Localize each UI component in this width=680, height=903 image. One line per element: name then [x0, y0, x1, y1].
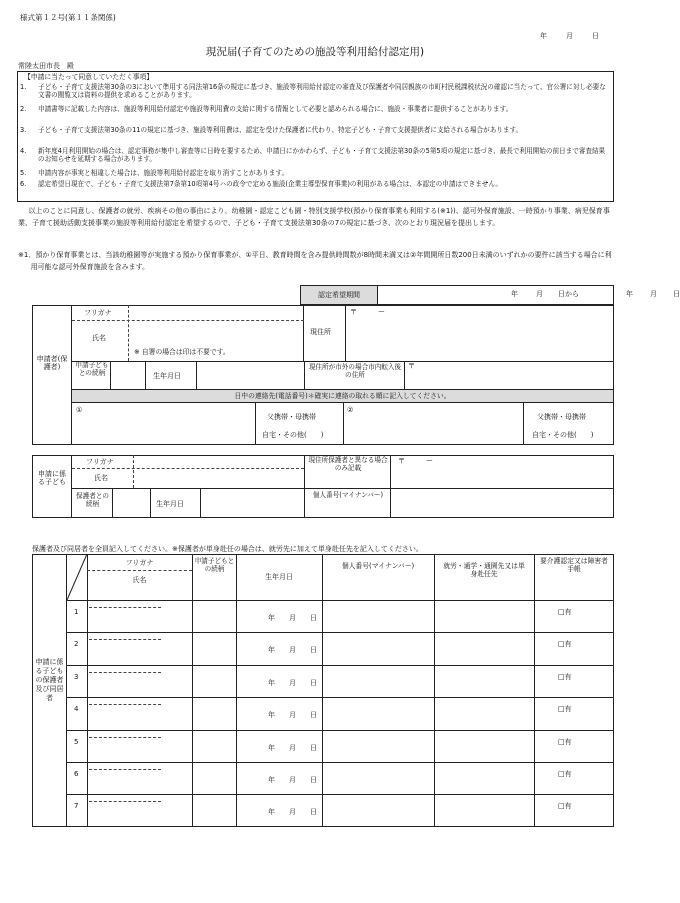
col-divider: [343, 403, 344, 445]
desired-period-label: 認定希望期間: [301, 286, 378, 305]
page-title: 現況届(子育てのための施設等利用給付認定用): [205, 46, 425, 58]
member-birthdate[interactable]: 年 月 日: [268, 646, 317, 655]
notice-number: 3.: [20, 126, 27, 134]
applicant-furigana-input[interactable]: [130, 306, 302, 319]
applicant-postal: 〒 ー: [350, 308, 385, 316]
member-birthdate[interactable]: 年 月 日: [268, 678, 317, 687]
row-number: 2: [74, 640, 79, 649]
member-name-input[interactable]: [88, 706, 191, 728]
label-year: 年: [511, 290, 518, 298]
member-care-checkbox[interactable]: □有: [558, 672, 572, 681]
row-number: 3: [74, 672, 79, 681]
notice-item-6: 認定希望日現在で、子ども・子育て支援法第7条第10項第4号ハの政令で定める施設(企業主導型保育事業)の利用がある場合は、本認定の申請はできません。: [38, 180, 502, 188]
header-birthdate: 生年月日: [265, 573, 293, 581]
col-divider: [390, 455, 391, 518]
applicant-relation-input[interactable]: [111, 362, 144, 388]
household-section-label: 申請に係る子どもの保護者及び同居者: [35, 658, 64, 703]
applicant-label-cell: [32, 305, 72, 445]
applicant-furigana-label: フリガナ: [84, 309, 112, 317]
dash-divider: [89, 737, 161, 738]
applicant-birthdate-label: 生年月日: [153, 372, 181, 380]
member-relation-input[interactable]: [193, 698, 235, 728]
notice-item-2: 申請書等に記載した内容は、施設等利用給付認定や施設等利用費の支給に関する情報として必要と認められる場合に、施設・事業者に提供することがあります。: [38, 105, 513, 113]
col-divider: [523, 403, 524, 445]
member-care-checkbox[interactable]: □有: [558, 802, 572, 811]
member-work-input[interactable]: [435, 698, 533, 728]
row-divider: [72, 361, 614, 362]
member-care-checkbox[interactable]: □有: [558, 770, 572, 778]
member-work-input[interactable]: [435, 633, 533, 663]
member-name-input[interactable]: [88, 609, 191, 631]
member-birthdate[interactable]: 年 月 日: [268, 711, 317, 720]
member-mynumber-input[interactable]: [323, 698, 433, 728]
member-work-input[interactable]: [435, 763, 533, 793]
member-care-checkbox[interactable]: □有: [558, 737, 572, 746]
contact-header: 日中の連絡先(電話番号)＊確実に連絡の取れる順に記入してください。: [234, 392, 451, 400]
dash-divider: [72, 320, 304, 321]
child-mynumber-label: 個人番号(マイナンバー): [312, 491, 384, 499]
member-relation-input[interactable]: [193, 763, 235, 793]
notice-number: 1.: [20, 83, 27, 91]
applicant-address-label: 現住所: [310, 328, 331, 336]
applicant-name-input[interactable]: [130, 322, 302, 346]
col-divider: [534, 554, 535, 827]
applicant-birthdate-input[interactable]: [197, 362, 303, 388]
member-birthdate[interactable]: 年 月 日: [268, 776, 317, 784]
footnote: ※1．預かり保育事業とは、当該幼稚園等が実施する預かり保育事業が、①平日、教育時間を含み提供時間数が8時間未満又は②年間開所日数200日未満のいずれかの要件に該当する場合に利用可能な認可外保育施設を含みます。: [18, 251, 612, 272]
child-section-label: 申請に係る子ども: [38, 470, 66, 487]
header-care: 要介護認定又は障害者手帳: [540, 557, 608, 574]
date-day: 日: [592, 32, 599, 40]
member-name-input[interactable]: [88, 641, 191, 663]
row-number: 7: [74, 802, 79, 811]
child-address-label: 現住所保護者と異なる場合のみ記載: [308, 456, 388, 472]
notice-heading: 【申請に当たって同意していただく事項】: [24, 73, 154, 81]
member-furigana-input[interactable]: [88, 666, 191, 672]
row-number: 4: [74, 705, 79, 714]
desired-period-table: [300, 285, 680, 305]
notice-number: 6.: [20, 180, 27, 188]
member-mynumber-input[interactable]: [323, 633, 433, 663]
member-relation-input[interactable]: [193, 666, 235, 696]
contact-2-input[interactable]: [357, 404, 521, 442]
member-furigana-input[interactable]: [88, 601, 191, 607]
member-care-checkbox[interactable]: □有: [558, 608, 572, 616]
consent-paragraph: 以上のことに同意し、保護者の就労、疾病その他の事由により、幼稚園・認定こども園・特別支援学校(預かり保育事業も利用する(※1))、認可外保育施設、一時預かり事業、病児保育事業、子育て援助活動支援事業の施設等利用給付認定を希望するので、子ども・子育て支援法第30条の7の規定に基づき、次のとおり現況届を提出します。: [18, 207, 610, 228]
member-relation-input[interactable]: [193, 601, 235, 631]
notice-item-1: 子ども・子育て支援法第30条の3において準用する同法第16条の規定に基づき、施設等利用給付認定の審査及び保護者や同居親族の市町村民税課税状況の確認に当たって、官公署に対し必要な文書の閲覧又は資料の提供を求めることがあります。: [38, 83, 606, 100]
header-work: 就労・通学・通園先又は単身赴任先: [443, 562, 525, 579]
date-year: 年: [540, 32, 547, 40]
label-month: 月: [650, 290, 657, 298]
dash-divider: [87, 570, 192, 571]
col-divider: [145, 361, 146, 389]
header-mynumber: 個人番号(マイナンバー): [341, 562, 415, 570]
member-furigana-input[interactable]: [88, 795, 191, 801]
dash-divider: [89, 704, 161, 705]
contact-2-phone-type[interactable]: 父携帯・母携帯: [537, 413, 586, 421]
col-divider: [236, 554, 237, 827]
col-divider: [255, 403, 256, 445]
notice-item-4: 新年度4月利用開始の場合は、認定事務が集中し審査等に日時を要するため、申請日にかかわらず、子ども・子育て支援法第30条の5第5項の規定に基づき、最長で利用開始の前日まで審査結果のお知らせを延期する場合があります。: [38, 147, 606, 164]
member-name-input[interactable]: [88, 771, 191, 793]
household-instruction: 保護者及び同居者を全員記入してください。※保護者が単身赴任の場合は、就労先に加えて単身赴任先を記入してください。: [32, 545, 423, 553]
row-number: 5: [74, 737, 79, 746]
label-day: 日: [673, 290, 680, 298]
outside-city-postal: 〒: [408, 362, 415, 370]
member-relation-input[interactable]: [193, 633, 235, 663]
member-care-checkbox[interactable]: □有: [558, 705, 572, 714]
notice-item-5: 申請内容が事実と相違した場合は、施設等利用給付認定を取り消すことがあります。: [38, 169, 289, 177]
child-address-input[interactable]: [392, 466, 612, 487]
date-month: 月: [566, 32, 573, 40]
member-mynumber-input[interactable]: [323, 763, 433, 793]
applicant-address-input[interactable]: [348, 318, 612, 360]
label-year: 年: [626, 290, 633, 298]
child-furigana-label: フリガナ: [86, 458, 114, 466]
contact-1-input[interactable]: [86, 404, 253, 442]
header-name: 氏名: [132, 576, 147, 584]
notice-number: 4.: [20, 147, 27, 155]
notice-number: 2.: [20, 105, 27, 113]
member-furigana-input[interactable]: [88, 633, 191, 639]
child-furigana-input[interactable]: [135, 456, 302, 467]
member-work-input[interactable]: [435, 795, 533, 825]
col-divider: [304, 361, 305, 389]
member-birthdate[interactable]: 年 月 日: [268, 743, 317, 752]
member-mynumber-input[interactable]: [323, 795, 433, 825]
member-furigana-input[interactable]: [88, 731, 191, 737]
member-mynumber-input[interactable]: [323, 601, 433, 631]
dash-divider: [89, 769, 161, 770]
child-postal: 〒 ー: [398, 457, 433, 465]
col-divider: [304, 455, 305, 518]
dash-divider: [133, 455, 134, 488]
label-from: 日から: [558, 290, 579, 298]
outside-city-address-input[interactable]: [405, 370, 612, 388]
member-work-input[interactable]: [435, 666, 533, 696]
member-furigana-input[interactable]: [88, 698, 191, 704]
child-name-label: 氏名: [94, 474, 108, 482]
row-number: 6: [74, 770, 79, 778]
header-relation: 申請子どもとの続柄: [194, 557, 235, 573]
child-relation-input[interactable]: [113, 489, 149, 517]
dash-divider: [89, 801, 161, 802]
outside-city-label: 現住所が市外の場合市内転入後の住所: [308, 363, 402, 379]
member-relation-input[interactable]: [193, 731, 235, 761]
dash-divider: [89, 639, 161, 640]
dash-divider: [72, 468, 304, 469]
child-birthdate-input[interactable]: [201, 489, 303, 517]
header-furigana: フリガナ: [125, 559, 154, 567]
col-divider: [150, 488, 151, 518]
contact-1-phone-other[interactable]: 自宅・その他( ): [262, 431, 324, 439]
seal-note: ※ 自署の場合は印は不要です。: [134, 348, 230, 356]
child-relation-label: 保護者との続柄: [76, 492, 109, 508]
applicant-relation-label: 申請子どもとの続柄: [75, 361, 109, 377]
member-work-input[interactable]: [435, 601, 533, 631]
applicant-section-label: 申請者(保護者): [36, 355, 68, 372]
member-name-input[interactable]: [88, 739, 191, 761]
child-mynumber-input[interactable]: [392, 489, 612, 517]
dash-divider: [89, 672, 161, 673]
label-month: 月: [536, 290, 543, 298]
member-relation-input[interactable]: [193, 795, 235, 825]
applicant-name-label: 氏名: [92, 334, 106, 342]
desired-period-input[interactable]: [378, 286, 680, 305]
notice-number: 5.: [20, 169, 27, 177]
contact-1-phone-type[interactable]: 父携帯・母携帯: [267, 413, 316, 421]
contact-2-phone-other[interactable]: 自宅・その他( ): [532, 431, 594, 439]
member-mynumber-input[interactable]: [323, 666, 433, 696]
member-birthdate[interactable]: 年 月 日: [268, 808, 317, 817]
contact-2-number: ②: [347, 406, 354, 414]
diagonal-line: [67, 554, 87, 600]
member-furigana-input[interactable]: [88, 763, 191, 769]
dash-divider: [89, 607, 161, 608]
member-work-input[interactable]: [435, 731, 533, 761]
notice-item-3: 子ども・子育て支援法第30条の11の規定に基づき、施設等利用費は、認定を受けた保護者に代わり、特定子ども・子育て支援提供者に支給される場合があります。: [38, 126, 523, 134]
member-birthdate[interactable]: 年 月 日: [268, 614, 317, 622]
member-name-input[interactable]: [88, 803, 191, 825]
dash-divider: [128, 305, 129, 361]
row-number: 1: [74, 608, 79, 616]
child-name-input[interactable]: [135, 470, 302, 486]
form-id: 様式第１２号(第１１条関係): [20, 13, 116, 22]
member-mynumber-input[interactable]: [323, 731, 433, 761]
member-name-input[interactable]: [88, 674, 191, 696]
child-birthdate-label: 生年月日: [156, 500, 184, 508]
addressee: 常陸太田市長 殿: [18, 62, 74, 70]
contact-1-number: ①: [76, 406, 83, 414]
member-care-checkbox[interactable]: □有: [558, 640, 572, 649]
